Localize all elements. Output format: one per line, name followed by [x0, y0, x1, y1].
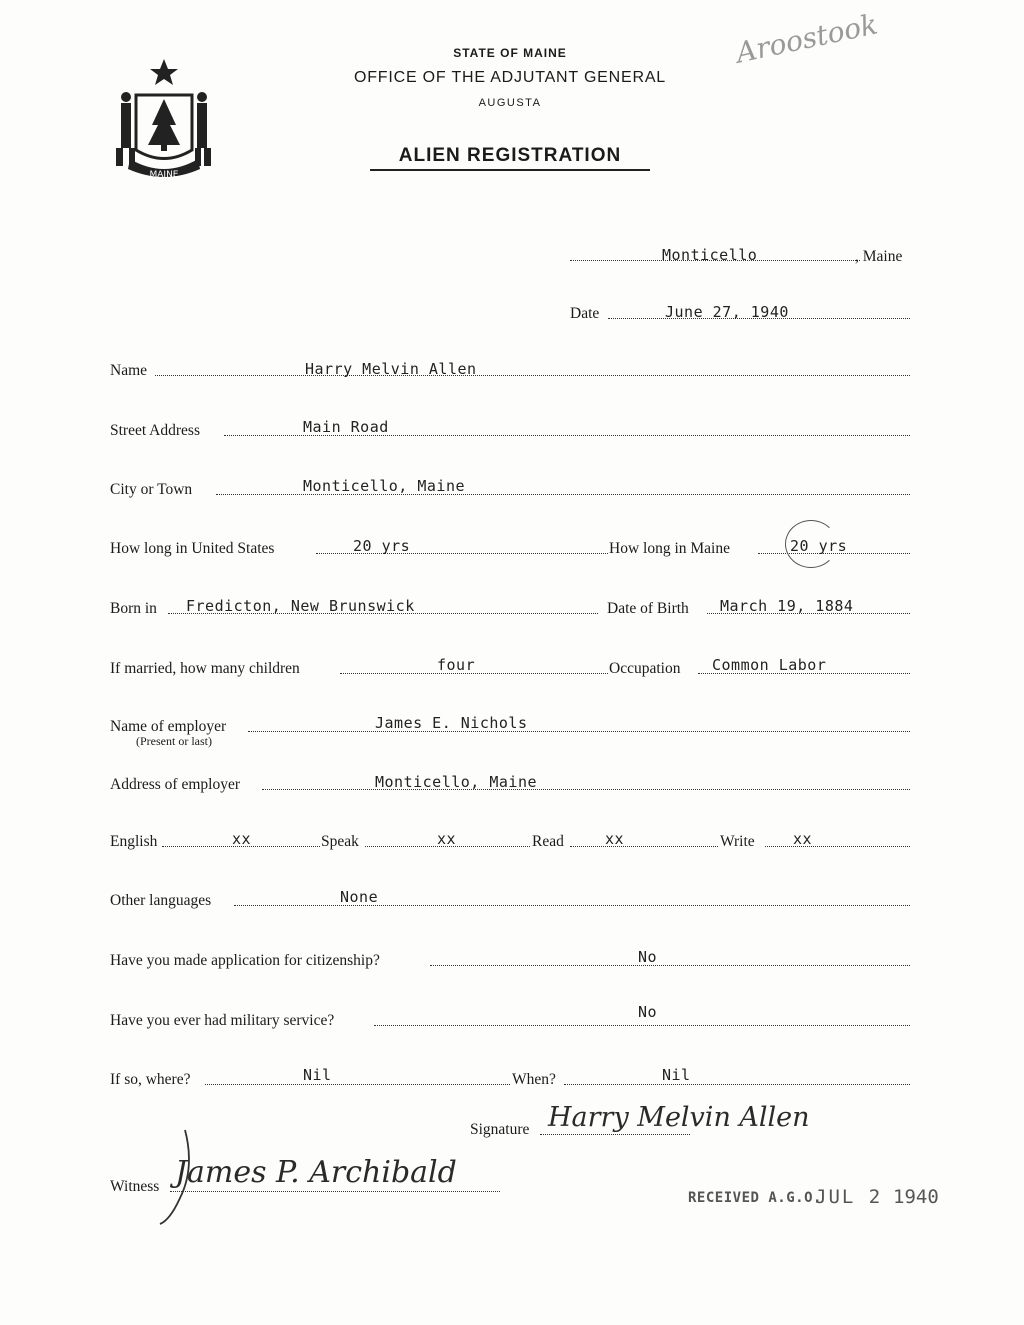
received-stamp-year: 1940 — [893, 1186, 939, 1208]
read-label: Read — [532, 833, 564, 850]
employer-address-line — [262, 789, 910, 790]
name-line — [155, 375, 910, 376]
city-label: City or Town — [110, 481, 193, 498]
header-state: STATE OF MAINE — [453, 46, 567, 60]
header-office: OFFICE OF THE ADJUTANT GENERAL — [353, 69, 667, 86]
write-value: xx — [793, 830, 813, 848]
when-label: When? — [512, 1071, 556, 1088]
us-time-label: How long in United States — [110, 540, 275, 557]
write-line — [765, 846, 910, 847]
speak-label: Speak — [321, 833, 359, 850]
signature-line — [540, 1134, 690, 1135]
write-label: Write — [720, 833, 755, 850]
read-value: xx — [605, 830, 625, 848]
form-title: ALIEN REGISTRATION — [398, 145, 622, 166]
witness-label: Witness — [110, 1178, 160, 1195]
county-note: Aroostook — [733, 7, 881, 70]
occupation-label: Occupation — [609, 660, 681, 677]
signature-label: Signature — [470, 1121, 530, 1138]
name-value: Harry Melvin Allen — [305, 360, 477, 378]
witness-value: James P. Archibald — [175, 1155, 457, 1190]
maine-time-value: 20 yrs — [790, 537, 848, 555]
children-label: If married, how many children — [110, 660, 300, 677]
other-languages-value: None — [340, 888, 379, 906]
place-state-label: , Maine — [855, 248, 903, 265]
street-value: Main Road — [303, 418, 389, 436]
street-label: Street Address — [110, 422, 200, 439]
place-town: Monticello — [662, 246, 758, 264]
citizenship-value: No — [638, 948, 658, 966]
header-city: AUGUSTA — [478, 97, 542, 109]
citizenship-line — [430, 965, 910, 966]
received-stamp-date: JUL 2 — [815, 1186, 883, 1208]
employer-address-label: Address of employer — [110, 776, 240, 793]
state-seal — [108, 55, 220, 185]
name-label: Name — [110, 362, 148, 379]
where-line — [205, 1084, 510, 1085]
maine-time-label: How long in Maine — [609, 540, 730, 557]
when-line — [564, 1084, 910, 1085]
citizenship-label: Have you made application for citizenship? — [110, 952, 380, 969]
children-value: four — [437, 656, 476, 674]
english-value: xx — [232, 830, 252, 848]
seal-text: MAINE — [149, 170, 179, 180]
english-label: English — [110, 833, 158, 850]
military-label: Have you ever had military service? — [110, 1012, 335, 1029]
born-label: Born in — [110, 600, 157, 617]
occupation-value: Common Labor — [712, 656, 827, 674]
witness-line — [170, 1191, 500, 1192]
speak-value: xx — [437, 830, 457, 848]
when-value: Nil — [662, 1066, 691, 1084]
employer-value: James E. Nichols — [375, 714, 528, 732]
title-underline — [370, 169, 650, 171]
date-label: Date — [570, 305, 600, 322]
employer-label: Name of employer — [110, 718, 227, 735]
military-line — [374, 1025, 910, 1026]
witness-flourish — [155, 1128, 195, 1228]
read-line — [570, 846, 718, 847]
where-label: If so, where? — [110, 1071, 191, 1088]
dob-value: March 19, 1884 — [720, 597, 854, 615]
where-value: Nil — [303, 1066, 332, 1084]
employer-address-value: Monticello, Maine — [375, 773, 538, 791]
born-value: Fredicton, New Brunswick — [186, 597, 415, 615]
us-time-value: 20 yrs — [353, 537, 411, 555]
other-languages-line — [234, 905, 910, 906]
dob-label: Date of Birth — [607, 600, 689, 617]
signature-value: Harry Melvin Allen — [548, 1102, 810, 1133]
employer-line — [248, 731, 910, 732]
employer-sub-label: (Present or last) — [136, 734, 212, 748]
received-stamp: RECEIVED A.G.O. — [688, 1190, 822, 1206]
date-value: June 27, 1940 — [665, 303, 789, 321]
circle-mark — [785, 520, 837, 568]
city-value: Monticello, Maine — [303, 477, 466, 495]
military-value: No — [638, 1003, 658, 1021]
other-languages-label: Other languages — [110, 892, 212, 909]
